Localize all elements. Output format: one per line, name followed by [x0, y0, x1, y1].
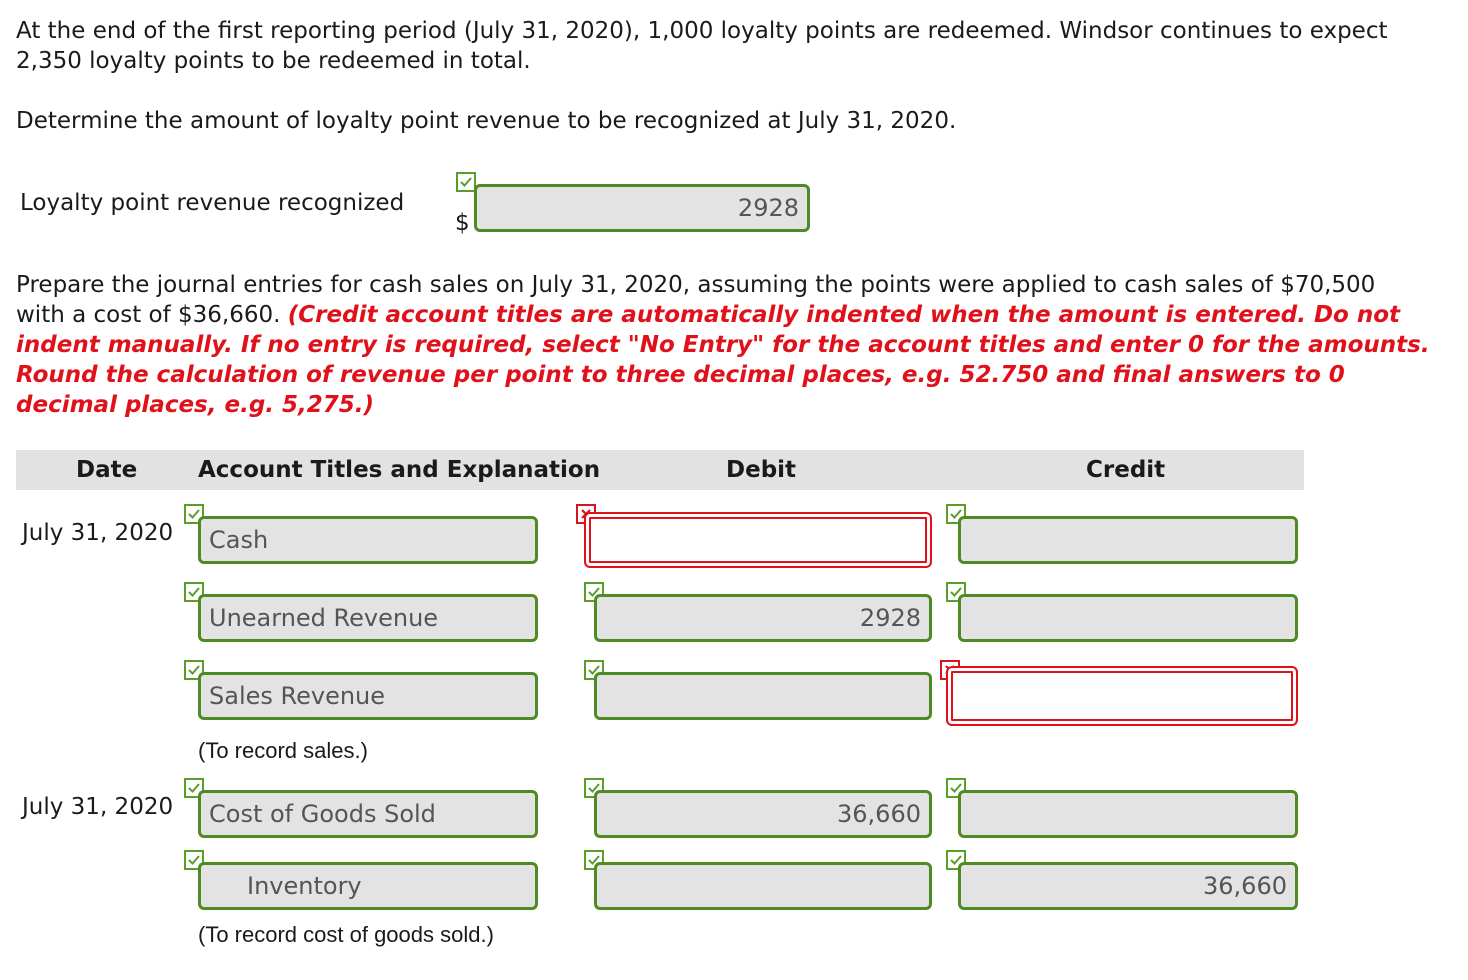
credit-amount-input[interactable] — [946, 666, 1298, 726]
credit-amount-input[interactable]: 36,660 — [958, 862, 1298, 910]
currency-symbol: $ — [455, 210, 470, 236]
loyalty-revenue-input[interactable]: 2928 — [474, 184, 810, 232]
instructions-line-5: decimal places, e.g. 5,275.) — [16, 392, 375, 418]
debit-amount-input[interactable]: 36,660 — [594, 790, 932, 838]
instructions-line-2-red: (Credit account titles are automatically indented when the amount is entered. Do not — [287, 302, 1401, 328]
question-text: Determine the amount of loyalty point revenue to be recognized at July 31, 2020. — [16, 108, 957, 134]
loyalty-revenue-label: Loyalty point revenue recognized — [20, 190, 405, 216]
entry-explanation: (To record sales.) — [198, 738, 368, 763]
credit-column-header: Credit — [1086, 457, 1166, 483]
credit-amount-input[interactable] — [958, 516, 1298, 564]
account-title-select[interactable]: Inventory — [198, 862, 538, 910]
entry-explanation: (To record cost of goods sold.) — [198, 922, 494, 947]
debit-amount-input[interactable] — [594, 862, 932, 910]
entry-date: July 31, 2020 — [22, 794, 174, 820]
correct-check-icon — [456, 172, 476, 192]
account-column-header: Account Titles and Explanation — [198, 457, 601, 483]
debit-amount-input[interactable] — [584, 512, 932, 568]
instructions-line-3: indent manually. If no entry is required, select "No Entry" for the account titles and enter 0 for the amounts. — [16, 332, 1430, 358]
intro-line-2: 2,350 loyalty points to be redeemed in total. — [16, 48, 531, 74]
journal-table-header — [16, 450, 1304, 490]
entry-date: July 31, 2020 — [22, 520, 174, 546]
account-title-select[interactable]: Sales Revenue — [198, 672, 538, 720]
instructions-line-4: Round the calculation of revenue per point to three decimal places, e.g. 52.750 and final answers to 0 — [16, 362, 1345, 388]
instructions-line-2 — [16, 300, 1400, 330]
instructions-line-1: Prepare the journal entries for cash sales on July 31, 2020, assuming the points were applied to cash sales of $70,500 — [16, 272, 1376, 298]
account-title-select[interactable]: Cost of Goods Sold — [198, 790, 538, 838]
account-title-select[interactable]: Cash — [198, 516, 538, 564]
credit-amount-input[interactable] — [958, 594, 1298, 642]
debit-amount-input[interactable]: 2928 — [594, 594, 932, 642]
debit-amount-input[interactable] — [594, 672, 932, 720]
intro-line-1: At the end of the first reporting period (July 31, 2020), 1,000 loyalty points are redeemed. Windsor continues to expect — [16, 18, 1388, 44]
credit-amount-input[interactable] — [958, 790, 1298, 838]
instructions-line-2-plain: with a cost of $36,660. — [16, 302, 288, 328]
date-column-header: Date — [76, 457, 138, 483]
debit-column-header: Debit — [726, 457, 797, 483]
account-title-select[interactable]: Unearned Revenue — [198, 594, 538, 642]
